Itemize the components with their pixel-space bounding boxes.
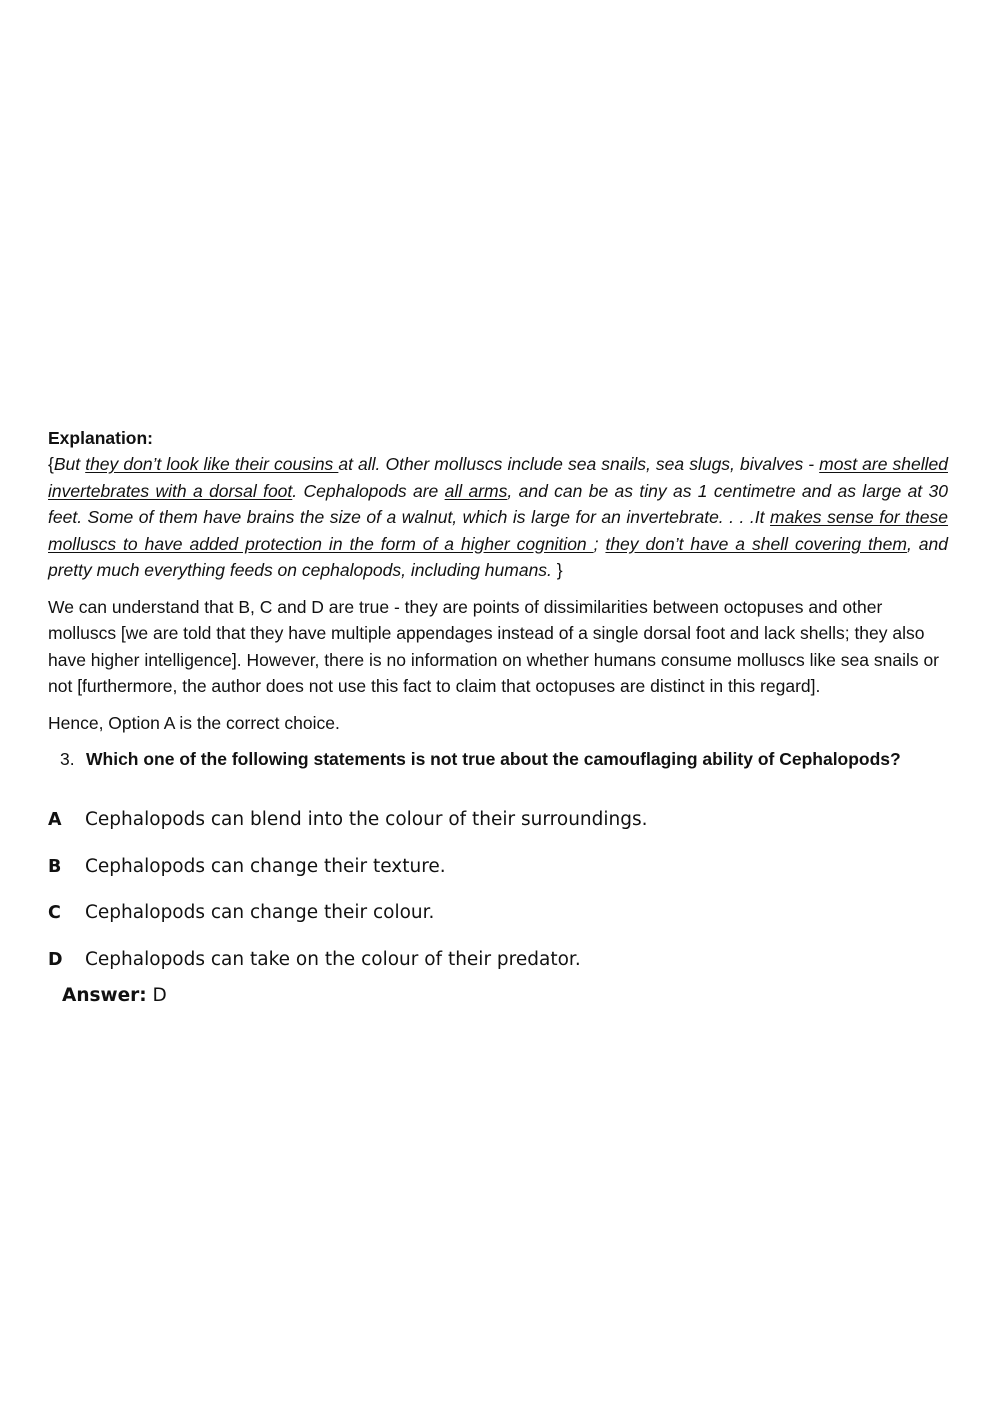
answer	[62, 983, 948, 1009]
quote-underline: they don’t have a shell covering them	[605, 533, 907, 554]
option-letter: C	[48, 903, 61, 923]
option-c[interactable]	[48, 899, 948, 946]
option-letter: B	[48, 856, 62, 877]
option-a[interactable]	[48, 806, 948, 853]
explanation-conclusion: Hence, Option A is the correct choice.	[48, 712, 340, 733]
option-letter: A	[48, 810, 62, 830]
passage-quote	[48, 451, 948, 584]
explanation-heading: Explanation:	[48, 428, 154, 448]
option-b[interactable]	[48, 853, 948, 900]
option-text: Cephalopods can take on the colour of their predator.	[85, 948, 581, 970]
quote-open-brace: {	[48, 454, 54, 474]
quote-underline: makes sense for these molluscs to have added protection in the form of a higher cognition	[48, 507, 949, 554]
option-text: Cephalopods can blend into the colour of their surroundings.	[85, 809, 648, 830]
quote-segment: at all. Other molluscs include sea snails, sea slugs, bivalves -	[338, 454, 820, 474]
question	[60, 746, 948, 772]
quote-segment: , and pretty much everything feeds on cephalopods, including humans.	[48, 533, 948, 580]
option-text: Cephalopods can change their colour.	[85, 902, 435, 923]
quote-segment: But	[53, 454, 86, 474]
quote-segment: . Cephalopods are	[292, 480, 445, 501]
answer-value: D	[146, 985, 167, 1006]
option-letter: D	[48, 949, 63, 970]
quote-segment: ;	[593, 533, 606, 554]
document-content	[48, 427, 948, 1009]
quote-segment: , and can be as tiny as 1 centimetre and as large at 30 feet. Some of them have brains the size of a walnut, which is large for an invertebrate. . . .It	[48, 480, 948, 527]
options-list	[48, 806, 948, 992]
option-text: Cephalopods can change their texture.	[85, 855, 446, 877]
quote-underline: most are shelled invertebrates with a dorsal foot	[48, 454, 948, 501]
question-number: 3.	[60, 749, 75, 769]
explanation-paragraph: We can understand that B, C and D are true - they are points of dissimilarities between octopuses and other molluscs [we are told that they have multiple appendages instead of a single dorsal foot and lack shells; they also have higher intelligence]. However, there is no information on whether humans consume molluscs like sea snails or not [furthermore, the author does not use this fact to claim that octopuses are distinct in this regard].	[48, 596, 940, 696]
quote-underline: all arms	[444, 480, 508, 501]
answer-label: Answer:	[62, 985, 147, 1006]
quote-underline: they don’t look like their cousins	[85, 454, 339, 474]
quote-close-brace: }	[556, 560, 563, 580]
question-text: Which one of the following statements is not true about the camouflaging ability of Cephalopods?	[86, 749, 901, 769]
